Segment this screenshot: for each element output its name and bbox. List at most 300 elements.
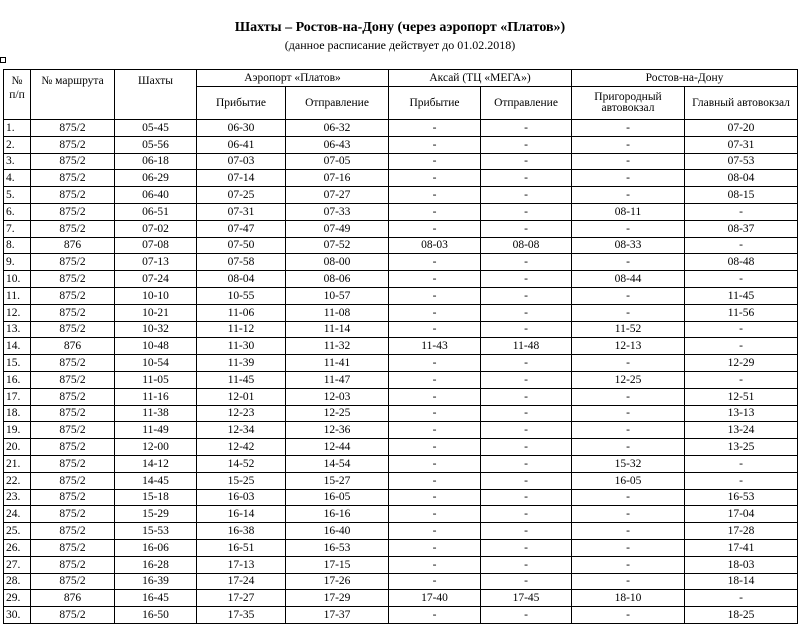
cell-aksai-departure: - (481, 388, 572, 405)
cell-airport-arrival: 07-14 (197, 170, 286, 187)
cell-shakhty: 10-32 (115, 321, 197, 338)
cell-airport-departure: 17-29 (286, 590, 389, 607)
cell-aksai-arrival: - (389, 472, 481, 489)
cell-main-station: 07-31 (685, 136, 798, 153)
cell-num: 12. (4, 304, 31, 321)
cell-num: 7. (4, 220, 31, 237)
cell-aksai-arrival: - (389, 455, 481, 472)
cell-aksai-departure: - (481, 439, 572, 456)
table-row (4, 607, 798, 624)
cell-shakhty: 16-39 (115, 573, 197, 590)
cell-aksai-arrival: - (389, 371, 481, 388)
cell-airport-arrival: 16-51 (197, 539, 286, 556)
cell-main-station: 18-03 (685, 556, 798, 573)
cell-aksai-departure: - (481, 355, 572, 372)
cell-suburban-station: - (572, 489, 685, 506)
cell-route: 876 (31, 237, 115, 254)
cell-airport-departure: 07-33 (286, 203, 389, 220)
cell-shakhty: 16-50 (115, 607, 197, 624)
cell-num: 27. (4, 556, 31, 573)
cell-shakhty: 06-29 (115, 170, 197, 187)
cell-main-station: 17-41 (685, 539, 798, 556)
cell-suburban-station: 18-10 (572, 590, 685, 607)
cell-airport-arrival: 07-03 (197, 153, 286, 170)
cell-aksai-arrival: - (389, 203, 481, 220)
cell-shakhty: 11-49 (115, 422, 197, 439)
cell-main-station: 08-15 (685, 187, 798, 204)
cell-num: 23. (4, 489, 31, 506)
cell-airport-departure: 11-47 (286, 371, 389, 388)
cell-num: 21. (4, 455, 31, 472)
cell-aksai-arrival: - (389, 136, 481, 153)
header-airport-departure: Отправление (286, 87, 389, 120)
cell-num: 4. (4, 170, 31, 187)
cell-aksai-departure: - (481, 287, 572, 304)
cell-suburban-station: - (572, 254, 685, 271)
cell-suburban-station: - (572, 388, 685, 405)
cell-num: 29. (4, 590, 31, 607)
cell-aksai-arrival: 08-03 (389, 237, 481, 254)
table-row (4, 170, 798, 187)
cell-aksai-arrival: - (389, 153, 481, 170)
cell-shakhty: 10-10 (115, 287, 197, 304)
cell-aksai-arrival: - (389, 539, 481, 556)
cell-airport-departure: 17-15 (286, 556, 389, 573)
cell-suburban-station: 11-52 (572, 321, 685, 338)
cell-airport-departure: 12-25 (286, 405, 389, 422)
cell-aksai-departure: - (481, 153, 572, 170)
cell-num: 18. (4, 405, 31, 422)
cell-airport-departure: 17-37 (286, 607, 389, 624)
cell-aksai-arrival: - (389, 489, 481, 506)
cell-main-station: 13-25 (685, 439, 798, 456)
cell-shakhty: 15-29 (115, 506, 197, 523)
cell-airport-departure: 12-44 (286, 439, 389, 456)
cell-airport-departure: 07-27 (286, 187, 389, 204)
header-shakhty: Шахты (115, 70, 197, 120)
cell-route: 876 (31, 590, 115, 607)
cell-route: 875/2 (31, 472, 115, 489)
cell-shakhty: 06-18 (115, 153, 197, 170)
cell-suburban-station: - (572, 523, 685, 540)
cell-aksai-arrival: - (389, 556, 481, 573)
cell-num: 3. (4, 153, 31, 170)
table-row (4, 573, 798, 590)
header-main-station: Главный автовокзал (685, 87, 798, 120)
table-anchor-handle[interactable] (0, 57, 6, 63)
cell-num: 13. (4, 321, 31, 338)
cell-suburban-station: - (572, 355, 685, 372)
cell-main-station: 17-04 (685, 506, 798, 523)
table-row (4, 590, 798, 607)
cell-aksai-departure: - (481, 455, 572, 472)
cell-airport-departure: 15-27 (286, 472, 389, 489)
cell-shakhty: 10-21 (115, 304, 197, 321)
cell-main-station: 08-48 (685, 254, 798, 271)
cell-shakhty: 05-45 (115, 120, 197, 137)
cell-main-station: 16-53 (685, 489, 798, 506)
cell-airport-departure: 11-14 (286, 321, 389, 338)
cell-airport-departure: 08-00 (286, 254, 389, 271)
cell-num: 15. (4, 355, 31, 372)
cell-route: 875/2 (31, 422, 115, 439)
cell-shakhty: 14-45 (115, 472, 197, 489)
cell-aksai-departure: - (481, 573, 572, 590)
cell-num: 20. (4, 439, 31, 456)
cell-airport-arrival: 17-24 (197, 573, 286, 590)
table-row (4, 556, 798, 573)
cell-aksai-arrival: - (389, 355, 481, 372)
cell-suburban-station: - (572, 422, 685, 439)
cell-shakhty: 07-02 (115, 220, 197, 237)
cell-main-station: - (685, 338, 798, 355)
cell-airport-departure: 07-05 (286, 153, 389, 170)
cell-num: 1. (4, 120, 31, 137)
cell-suburban-station: - (572, 506, 685, 523)
cell-route: 875/2 (31, 170, 115, 187)
cell-num: 19. (4, 422, 31, 439)
cell-shakhty: 11-05 (115, 371, 197, 388)
cell-route: 875/2 (31, 506, 115, 523)
cell-aksai-departure: - (481, 271, 572, 288)
table-row (4, 371, 798, 388)
cell-route: 875/2 (31, 455, 115, 472)
cell-aksai-arrival: - (389, 187, 481, 204)
cell-aksai-departure: 11-48 (481, 338, 572, 355)
cell-suburban-station: - (572, 304, 685, 321)
cell-main-station: 11-56 (685, 304, 798, 321)
cell-route: 875/2 (31, 539, 115, 556)
cell-route: 875/2 (31, 187, 115, 204)
table-row (4, 220, 798, 237)
cell-shakhty: 11-38 (115, 405, 197, 422)
cell-main-station: 11-45 (685, 287, 798, 304)
cell-aksai-arrival: - (389, 170, 481, 187)
cell-aksai-departure: - (481, 489, 572, 506)
table-row (4, 287, 798, 304)
cell-suburban-station: - (572, 170, 685, 187)
header-aksai-departure: Отправление (481, 87, 572, 120)
cell-num: 16. (4, 371, 31, 388)
page-subtitle: (данное расписание действует до 01.02.2018) (284, 38, 516, 52)
cell-main-station: - (685, 203, 798, 220)
cell-shakhty: 10-48 (115, 338, 197, 355)
cell-route: 875/2 (31, 489, 115, 506)
cell-aksai-departure: - (481, 136, 572, 153)
cell-suburban-station: - (572, 220, 685, 237)
cell-airport-departure: 17-26 (286, 573, 389, 590)
cell-airport-departure: 07-49 (286, 220, 389, 237)
cell-airport-arrival: 07-31 (197, 203, 286, 220)
cell-airport-arrival: 12-23 (197, 405, 286, 422)
cell-shakhty: 11-16 (115, 388, 197, 405)
cell-airport-departure: 11-08 (286, 304, 389, 321)
cell-suburban-station: - (572, 607, 685, 624)
cell-route: 875/2 (31, 405, 115, 422)
cell-num: 22. (4, 472, 31, 489)
cell-airport-arrival: 11-45 (197, 371, 286, 388)
cell-num: 25. (4, 523, 31, 540)
cell-aksai-departure: - (481, 556, 572, 573)
cell-num: 17. (4, 388, 31, 405)
cell-airport-arrival: 17-13 (197, 556, 286, 573)
header-airport-arrival: Прибытие (197, 87, 286, 120)
cell-suburban-station: - (572, 539, 685, 556)
cell-airport-departure: 11-41 (286, 355, 389, 372)
cell-aksai-arrival: - (389, 506, 481, 523)
cell-aksai-arrival: - (389, 220, 481, 237)
table-row (4, 439, 798, 456)
cell-suburban-station: - (572, 405, 685, 422)
cell-airport-arrival: 07-25 (197, 187, 286, 204)
cell-airport-arrival: 16-14 (197, 506, 286, 523)
table-row (4, 355, 798, 372)
header-aksai: Аксай (ТЦ «МЕГА») (389, 70, 572, 87)
cell-aksai-arrival: 11-43 (389, 338, 481, 355)
cell-num: 26. (4, 539, 31, 556)
cell-shakhty: 15-18 (115, 489, 197, 506)
cell-aksai-departure: - (481, 472, 572, 489)
cell-aksai-departure: - (481, 539, 572, 556)
cell-aksai-arrival: - (389, 254, 481, 271)
cell-aksai-arrival: - (389, 422, 481, 439)
cell-suburban-station: 08-44 (572, 271, 685, 288)
cell-shakhty: 14-12 (115, 455, 197, 472)
cell-num: 2. (4, 136, 31, 153)
cell-num: 5. (4, 187, 31, 204)
table-row (4, 539, 798, 556)
cell-airport-arrival: 06-30 (197, 120, 286, 137)
cell-suburban-station: - (572, 187, 685, 204)
cell-airport-departure: 06-43 (286, 136, 389, 153)
cell-airport-arrival: 11-30 (197, 338, 286, 355)
cell-aksai-departure: - (481, 203, 572, 220)
cell-main-station: 17-28 (685, 523, 798, 540)
table-row (4, 254, 798, 271)
cell-suburban-station: - (572, 439, 685, 456)
cell-airport-departure: 10-57 (286, 287, 389, 304)
cell-suburban-station: 08-11 (572, 203, 685, 220)
table-row (4, 455, 798, 472)
cell-route: 875/2 (31, 321, 115, 338)
cell-route: 875/2 (31, 523, 115, 540)
cell-main-station: - (685, 237, 798, 254)
cell-main-station: 13-13 (685, 405, 798, 422)
cell-suburban-station: - (572, 120, 685, 137)
cell-shakhty: 06-51 (115, 203, 197, 220)
cell-airport-departure: 16-40 (286, 523, 389, 540)
table-row (4, 489, 798, 506)
cell-aksai-departure: - (481, 506, 572, 523)
table-row (4, 136, 798, 153)
cell-suburban-station: 15-32 (572, 455, 685, 472)
header-rostov: Ростов-на-Дону (572, 70, 798, 87)
cell-airport-arrival: 16-38 (197, 523, 286, 540)
cell-route: 875/2 (31, 203, 115, 220)
cell-main-station: 08-37 (685, 220, 798, 237)
cell-airport-arrival: 11-06 (197, 304, 286, 321)
cell-main-station: 13-24 (685, 422, 798, 439)
cell-main-station: 07-20 (685, 120, 798, 137)
cell-airport-arrival: 16-03 (197, 489, 286, 506)
cell-main-station: - (685, 455, 798, 472)
cell-route: 875/2 (31, 439, 115, 456)
cell-airport-arrival: 12-34 (197, 422, 286, 439)
table-row (4, 203, 798, 220)
cell-aksai-arrival: - (389, 271, 481, 288)
cell-airport-arrival: 17-35 (197, 607, 286, 624)
cell-main-station: - (685, 321, 798, 338)
cell-suburban-station: - (572, 556, 685, 573)
table-row (4, 405, 798, 422)
cell-suburban-station: - (572, 287, 685, 304)
cell-shakhty: 16-45 (115, 590, 197, 607)
cell-route: 875/2 (31, 271, 115, 288)
cell-num: 9. (4, 254, 31, 271)
table-row (4, 523, 798, 540)
cell-route: 875/2 (31, 120, 115, 137)
header-num: № п/п (4, 70, 31, 120)
cell-aksai-departure: - (481, 220, 572, 237)
cell-shakhty: 07-13 (115, 254, 197, 271)
cell-route: 876 (31, 338, 115, 355)
schedule-table (3, 69, 798, 624)
cell-aksai-arrival: - (389, 120, 481, 137)
cell-num: 30. (4, 607, 31, 624)
cell-aksai-departure: - (481, 321, 572, 338)
cell-main-station: - (685, 371, 798, 388)
cell-route: 875/2 (31, 556, 115, 573)
cell-route: 875/2 (31, 573, 115, 590)
cell-airport-arrival: 06-41 (197, 136, 286, 153)
cell-route: 875/2 (31, 388, 115, 405)
table-row (4, 422, 798, 439)
cell-airport-departure: 16-16 (286, 506, 389, 523)
cell-aksai-departure: - (481, 187, 572, 204)
cell-route: 875/2 (31, 136, 115, 153)
cell-airport-departure: 07-16 (286, 170, 389, 187)
cell-suburban-station: 08-33 (572, 237, 685, 254)
cell-num: 14. (4, 338, 31, 355)
header-airport: Аэропорт «Платов» (197, 70, 389, 87)
cell-aksai-departure: 17-45 (481, 590, 572, 607)
table-row (4, 120, 798, 137)
cell-num: 8. (4, 237, 31, 254)
cell-airport-departure: 06-32 (286, 120, 389, 137)
cell-aksai-arrival: - (389, 573, 481, 590)
cell-aksai-departure: - (481, 254, 572, 271)
cell-main-station: 12-29 (685, 355, 798, 372)
table-row (4, 338, 798, 355)
cell-airport-arrival: 11-39 (197, 355, 286, 372)
cell-aksai-departure: - (481, 405, 572, 422)
cell-aksai-arrival: - (389, 321, 481, 338)
cell-aksai-departure: - (481, 170, 572, 187)
cell-route: 875/2 (31, 371, 115, 388)
cell-shakhty: 15-53 (115, 523, 197, 540)
cell-suburban-station: - (572, 136, 685, 153)
cell-airport-arrival: 15-25 (197, 472, 286, 489)
header-route: № маршрута (31, 70, 115, 120)
cell-airport-departure: 14-54 (286, 455, 389, 472)
cell-suburban-station: 12-13 (572, 338, 685, 355)
cell-main-station: 18-25 (685, 607, 798, 624)
cell-aksai-arrival: 17-40 (389, 590, 481, 607)
page-title: Шахты – Ростов-на-Дону (через аэропорт «Платов») (234, 20, 566, 35)
table-row (4, 271, 798, 288)
cell-route: 875/2 (31, 153, 115, 170)
cell-airport-arrival: 17-27 (197, 590, 286, 607)
table-row (4, 153, 798, 170)
cell-aksai-arrival: - (389, 388, 481, 405)
cell-aksai-arrival: - (389, 523, 481, 540)
cell-airport-arrival: 14-52 (197, 455, 286, 472)
table-row (4, 321, 798, 338)
cell-shakhty: 05-56 (115, 136, 197, 153)
cell-num: 10. (4, 271, 31, 288)
cell-aksai-departure: - (481, 371, 572, 388)
cell-shakhty: 16-06 (115, 539, 197, 556)
cell-main-station: - (685, 472, 798, 489)
cell-aksai-departure: - (481, 523, 572, 540)
cell-route: 875/2 (31, 254, 115, 271)
cell-airport-departure: 07-52 (286, 237, 389, 254)
cell-suburban-station: 16-05 (572, 472, 685, 489)
cell-airport-departure: 12-03 (286, 388, 389, 405)
cell-route: 875/2 (31, 304, 115, 321)
cell-main-station: - (685, 271, 798, 288)
cell-airport-departure: 08-06 (286, 271, 389, 288)
header-suburban-station: Пригородный автовокзал (572, 87, 685, 120)
cell-airport-arrival: 10-55 (197, 287, 286, 304)
cell-main-station: 07-53 (685, 153, 798, 170)
cell-main-station: 08-04 (685, 170, 798, 187)
cell-airport-arrival: 07-58 (197, 254, 286, 271)
cell-aksai-departure: - (481, 422, 572, 439)
cell-shakhty: 06-40 (115, 187, 197, 204)
cell-aksai-arrival: - (389, 405, 481, 422)
cell-main-station: - (685, 590, 798, 607)
cell-airport-arrival: 08-04 (197, 271, 286, 288)
cell-shakhty: 07-24 (115, 271, 197, 288)
cell-suburban-station: - (572, 153, 685, 170)
cell-airport-departure: 11-32 (286, 338, 389, 355)
cell-aksai-arrival: - (389, 439, 481, 456)
cell-num: 24. (4, 506, 31, 523)
cell-route: 875/2 (31, 287, 115, 304)
cell-airport-arrival: 12-01 (197, 388, 286, 405)
cell-aksai-departure: 08-08 (481, 237, 572, 254)
cell-aksai-departure: - (481, 607, 572, 624)
cell-shakhty: 16-28 (115, 556, 197, 573)
cell-shakhty: 12-00 (115, 439, 197, 456)
table-row (4, 237, 798, 254)
cell-main-station: 12-51 (685, 388, 798, 405)
cell-airport-arrival: 07-47 (197, 220, 286, 237)
cell-num: 11. (4, 287, 31, 304)
cell-aksai-arrival: - (389, 607, 481, 624)
table-row (4, 472, 798, 489)
cell-aksai-arrival: - (389, 287, 481, 304)
cell-shakhty: 07-08 (115, 237, 197, 254)
cell-airport-departure: 16-53 (286, 539, 389, 556)
cell-num: 28. (4, 573, 31, 590)
cell-num: 6. (4, 203, 31, 220)
cell-suburban-station: - (572, 573, 685, 590)
cell-airport-departure: 16-05 (286, 489, 389, 506)
table-row (4, 304, 798, 321)
table-row (4, 187, 798, 204)
